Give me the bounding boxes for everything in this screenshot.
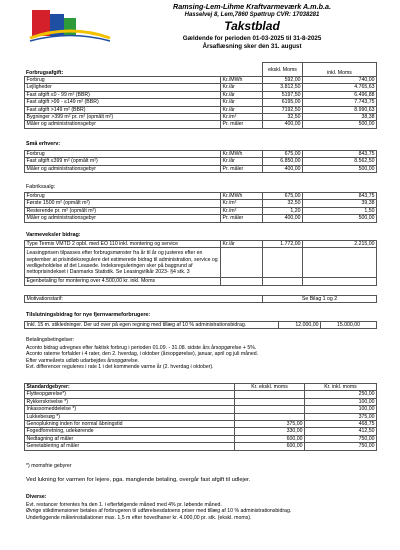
row-excl: 400,00: [263, 165, 303, 172]
row-excl: 400,00: [263, 215, 303, 222]
row-incl: 250,00: [305, 391, 377, 398]
row-label: Genoplukning inden for normal åbningstid: [25, 420, 235, 427]
text-line: Evt. differencer reguleres i rate 1 i det kommende varme år (2. hverdag i oktober).: [26, 364, 214, 370]
row-label: Fogedforretning, udekørende: [25, 428, 235, 435]
row-label: Bygninger >399 m² pr. m² (opmålt m²): [25, 113, 221, 120]
row-label: Resterende pr. m² (opmålt m²): [25, 207, 221, 214]
table-row: [25, 200, 377, 207]
row-excl: [235, 398, 305, 405]
table-row: [25, 113, 377, 120]
row-incl: 100,00: [305, 406, 377, 413]
row-unit: Kr./år: [221, 84, 263, 91]
row-incl: 740,00: [303, 77, 377, 84]
row-label: Forbrug: [25, 193, 221, 200]
row-excl: 32,50: [263, 200, 303, 207]
text-line: Aconto raterne forfalder i 4 rater, den 2. hverdag, i oktober (årsopgørelse), januar, april og juli måned.: [26, 351, 259, 357]
motivationstarif-table: [24, 295, 377, 303]
row-incl: 7.743,75: [303, 99, 377, 106]
row-incl: 15.000,00: [321, 322, 377, 329]
row-label: Genetablering af måler: [25, 443, 235, 450]
row-label: Fast afgift ≤399 m² (opmålt m²): [25, 158, 221, 165]
table-row: [25, 99, 377, 106]
diverse-block: [26, 494, 291, 521]
row-excl: 1,20: [263, 207, 303, 214]
footnote: *) momsfrie gebyrer: [26, 463, 72, 469]
row-incl: 6.496,88: [303, 91, 377, 98]
row-incl: 750,00: [305, 443, 377, 450]
note-line: september at prisindeksregulere det estimerede bidrag til administration, service og: [26, 256, 218, 263]
row-label: Fast afgift >99 - ≤149 m² (BBR): [25, 99, 221, 106]
row-incl: 500,00: [303, 121, 377, 128]
table-row: [25, 241, 377, 248]
row-label: Forbrug: [25, 151, 221, 158]
row-label: Inkl. 15 m. stikledninger. Der ud over på egen regning med tillæg af 10 % administrationsbidrag.: [25, 322, 279, 329]
note-line: Leasingprisen tilpasses efter forbrugsmønster fra år til år og justeres efter en: [26, 250, 203, 257]
col-header-incl: Kr. inkl. moms: [305, 384, 377, 391]
row-incl: 2.215,00: [303, 241, 377, 248]
row-incl: 500,00: [303, 215, 377, 222]
table-row: [25, 91, 377, 98]
table-row: [25, 420, 377, 427]
section-title: Standardgebyrer:: [25, 384, 235, 391]
row-unit: Kr./år: [221, 91, 263, 98]
table-row: [25, 406, 377, 413]
table-row: [25, 215, 377, 222]
row-label: Rykkerskrivelse *): [25, 398, 235, 405]
row-excl: 5197,50: [263, 91, 303, 98]
row-excl: 375,00: [235, 420, 305, 427]
row-incl: 412,50: [305, 428, 377, 435]
section-title: Diverse:: [26, 494, 47, 500]
col-header-excl: ekskl. Moms: [263, 63, 303, 77]
tilslutning-table: [24, 321, 377, 329]
row-incl: 38,38: [303, 113, 377, 120]
section-title: Betalingsbetingelser:: [26, 337, 75, 343]
table-row: [25, 391, 377, 398]
row-unit: Kr./MWh: [221, 151, 263, 158]
row-label: Nedtagning af måler: [25, 435, 235, 442]
row-excl: 1.772,00: [263, 241, 303, 248]
text-line: Aconto bidrag udregnes efter faktisk forbrug i perioden 01.09. - 31.08. sidste års årsopgørelse + 5%.: [26, 344, 257, 351]
betaling-block: [26, 337, 258, 371]
table-row: [25, 413, 377, 420]
table-row: [25, 296, 377, 303]
row-incl: 843,75: [303, 151, 377, 158]
row-excl: 6195,00: [263, 99, 303, 106]
leasing-note: [25, 248, 221, 278]
annual-reading-note: Årsaflæsning sker den 31. august: [202, 43, 302, 50]
row-label: Lejligheder: [25, 84, 221, 91]
row-incl: 468,75: [305, 420, 377, 427]
row-label: Måler og administrationsgebyr: [25, 121, 221, 128]
row-unit: Kr./m²: [221, 113, 263, 120]
smaa-erhverv-table: [24, 150, 377, 173]
row-incl: 39,38: [303, 200, 377, 207]
row-excl: 3.812,50: [263, 84, 303, 91]
row-unit: Kr./m²: [221, 207, 263, 214]
row-incl: 843,75: [303, 193, 377, 200]
row-unit: Pr. måler: [221, 121, 263, 128]
document-header: [110, 2, 394, 51]
row-incl: 375,00: [305, 413, 377, 420]
fabrikssalg-table: [24, 192, 377, 223]
row-unit: Kr./MWh: [221, 77, 263, 84]
table-row: [25, 158, 377, 165]
row-label: Fast afgift ≤0 - 99 m² (BBR): [25, 91, 221, 98]
table-row: [25, 428, 377, 435]
row-excl: 32,50: [263, 113, 303, 120]
table-row: [25, 443, 377, 450]
validity-period: Gældende for perioden 01-03-2025 til 31-8-2025: [182, 35, 322, 42]
section-title: Små erhverv:: [26, 141, 61, 147]
row-excl: [235, 413, 305, 420]
company-logo: [28, 4, 112, 44]
table-row: [25, 278, 377, 285]
table-row: [25, 106, 377, 113]
table-row: [25, 322, 377, 329]
table-row: [25, 165, 377, 172]
row-excl: 600,00: [235, 443, 305, 450]
table-row: [25, 121, 377, 128]
row-unit: Pr. måler: [221, 165, 263, 172]
row-excl: 675,00: [263, 151, 303, 158]
row-label: Flytteopgørelse*): [25, 391, 235, 398]
section-title: Fabrikssalg:: [26, 184, 56, 190]
row-label: Første 1500 m² (opmålt m²): [25, 200, 221, 207]
text-line: Underliggende målerinstallationer max. 1,5 m efter hovedhaner kr. 4.000,00 pr. stk. (ekskl. moms).: [26, 514, 252, 521]
table-row: [25, 435, 377, 442]
row-excl: 600,00: [235, 435, 305, 442]
row-incl: 1,50: [303, 207, 377, 214]
row-incl: 8.990,63: [303, 106, 377, 113]
section-title: Forbrugsafgift:: [26, 69, 64, 76]
company-name: Ramsing-Lem-Lihme Kraftvarmeværk A.m.b.a.: [173, 2, 331, 11]
section-title: Tilslutningsbidrag for nye fjernvarmeforbrugere:: [26, 312, 151, 318]
row-excl: 592,00: [263, 77, 303, 84]
page-title: Takstblad: [224, 19, 280, 33]
row-label: Måler og administrationsgebyr: [25, 215, 221, 222]
row-label: Egenbetaling for montering over 4.500,00 kr. inkl. Moms: [25, 278, 221, 285]
row-incl: 4.765,63: [303, 84, 377, 91]
row-excl: [235, 391, 305, 398]
lukning-notice: Ved lukning for varmen for lejere, pga. manglende betaling, overgår fast afgift til udlejer.: [26, 477, 251, 483]
text-line: Øvrige stikdimensioner betales af forbrugeren til udførelsesdatoens priser med tillæg af 10 % administrationsbidrag.: [26, 508, 292, 514]
row-incl: 100,00: [305, 398, 377, 405]
row-incl: 500,00: [303, 165, 377, 172]
row-unit: Kr./år: [221, 158, 263, 165]
row-label: Motivationstarif:: [25, 296, 263, 303]
row-label: Forbrug: [25, 77, 221, 84]
row-excl: 12.000,00: [279, 322, 321, 329]
row-unit: Kr./år: [221, 241, 263, 248]
row-label: Lukkebesøg *): [25, 413, 235, 420]
row-unit: Kr./MWh: [221, 193, 263, 200]
row-excl: 6.850,00: [263, 158, 303, 165]
row-label: Inkassomeddelelse *): [25, 406, 235, 413]
note-line: nettoprisindekset i Danmarks Statistik. Se Leasingvilkår 2023- §4 stk. 3: [26, 269, 190, 276]
row-unit: Kr./m²: [221, 200, 263, 207]
table-row: [25, 84, 377, 91]
company-address: Hasselvej 8, Lem,7860 Spøttrup CVR: 17038281: [184, 12, 320, 18]
row-unit: Kr./år: [221, 106, 263, 113]
row-incl: 750,00: [305, 435, 377, 442]
table-row: [25, 77, 377, 84]
row-excl: 330,00: [235, 428, 305, 435]
forbrugsafgift-table: [24, 62, 377, 129]
section-title: Varmeveksler bidrag:: [26, 232, 81, 238]
row-label: Fast afgift >149 m² (BBR): [25, 106, 221, 113]
row-excl: 7192,50: [263, 106, 303, 113]
note-line: vedligeholdelse af det Leasede. Indeksreguleringen sker på baggrund af: [26, 262, 193, 269]
table-row: [25, 398, 377, 405]
standardgebyrer-table: [24, 383, 377, 451]
table-row: [25, 193, 377, 200]
table-row: [25, 207, 377, 214]
row-label: Måler og administrationsgebyr: [25, 165, 221, 172]
table-header-row: [25, 384, 377, 391]
table-row: [25, 248, 377, 278]
row-excl: 400,00: [263, 121, 303, 128]
row-unit: Pr. måler: [221, 215, 263, 222]
row-incl: 8.562,50: [303, 158, 377, 165]
row-excl: [235, 406, 305, 413]
col-header-incl: inkl. Moms: [303, 63, 377, 77]
table-row: [25, 151, 377, 158]
col-header-excl: Kr. ekskl. moms: [235, 384, 305, 391]
varmeveksler-table: [24, 240, 377, 286]
text-line: Evt. restancer forrentes fra den 1. i efterfølgende måned med 4% pr. løbende måned.: [26, 501, 222, 508]
row-value: Se Bilag 1 og 2: [263, 296, 377, 303]
row-excl: 675,00: [263, 193, 303, 200]
row-unit: Kr./år: [221, 99, 263, 106]
row-label: Type Termix VMTD 2 opbl. med EO 110 inkl. montering og service: [25, 241, 221, 248]
text-line: Efter varmeårets udløb udarbejdes årsopgørelse.: [26, 357, 140, 364]
